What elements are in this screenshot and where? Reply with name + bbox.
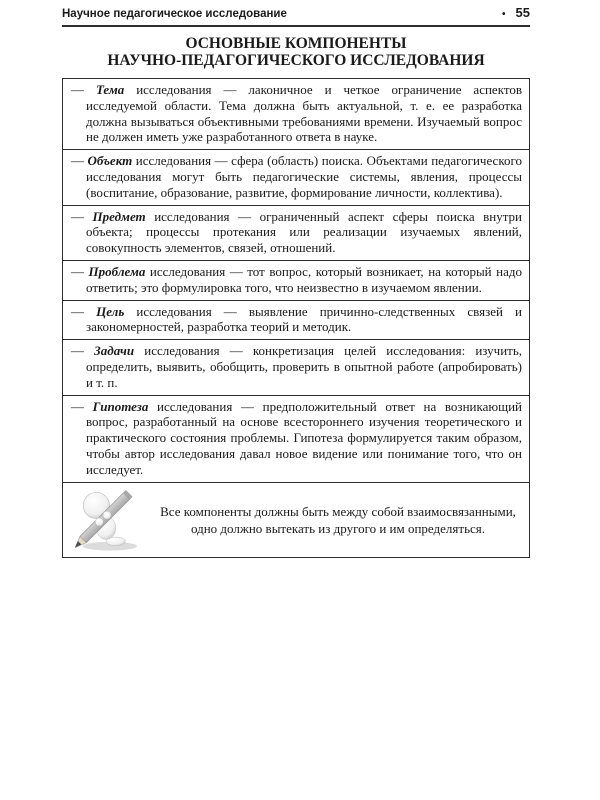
row-term: Проблема [88, 263, 146, 279]
row-text [63, 301, 529, 340]
dash: — [71, 153, 84, 169]
table-row-tema [63, 79, 529, 149]
table-row-predmet [63, 205, 529, 260]
row-text [63, 340, 529, 394]
table-row-obekt [63, 149, 529, 204]
page-title-line1: ОСНОВНЫЕ КОМПОНЕНТЫ [185, 35, 407, 52]
row-term: Объект [87, 153, 133, 169]
row-body: исследования — предположительный ответ на возникающий вопрос, разработанный на основе всестороннего изучения теоретического и практического состояния проблемы. Гипотеза формулируется таким образом, чтобы автор исследования давал новое видение или понимание того, что он исследует. [86, 398, 523, 477]
table-row-gipoteza [63, 395, 529, 482]
table-row-tsel [63, 300, 529, 340]
dash: — [71, 263, 84, 279]
page-number-group [502, 5, 530, 20]
running-header [62, 5, 530, 27]
row-term: Тема [95, 82, 125, 97]
running-header-title: Научное педагогическое исследование [62, 8, 287, 20]
note-box [63, 482, 529, 557]
dash: — [71, 82, 84, 97]
note-text: Все компоненты должны быть между собой взаимосвязанными, одно должно вытекать из другого и им определяться. [160, 503, 516, 536]
dash: — [71, 343, 84, 359]
row-body: исследования — выявление причинно-следственных связей и закономерностей, разработка теорий и методик. [86, 303, 522, 335]
row-body: исследования — сфера (область) поиска. Объектами педагогического исследования могут быть педагогические системы, явления, процессы (воспитание, образование, развитие, формирование личности, коллектива). [86, 153, 522, 200]
figure-with-pencil-icon [71, 488, 145, 552]
row-body: исследования — ограниченный аспект сферы поиска внутри объекта; процессы протекания или реализации изучаемых явлений, совокупность элементов, связей, отношений. [86, 208, 523, 256]
table-row-zadachi [63, 339, 529, 394]
row-text [63, 150, 529, 204]
dash: — [71, 303, 84, 319]
row-term: Задачи [94, 343, 135, 359]
row-term: Цель [96, 303, 125, 319]
table-row-problema [63, 260, 529, 300]
row-text [63, 206, 529, 260]
row-body: исследования — тот вопрос, который возникает, на который надо ответить; это формулировка того, что неизвестно в изучаемом явлении. [86, 263, 523, 295]
page-title-line2: НАУЧНО-ПЕДАГОГИЧЕСКОГО ИССЛЕДОВАНИЯ [107, 52, 485, 69]
page-number: 55 [515, 5, 530, 20]
bullet-separator: • [502, 9, 506, 20]
dash: — [71, 208, 84, 224]
row-body: исследования — конкретизация целей исследования: изучить, определить, выявить, обобщить, проверить в опытной работе (апробировать) и т. п. [86, 343, 523, 390]
row-body: исследования — лаконичное и четкое ограничение аспектов исследуемой области. Тема должна быть актуальной, т. е. ее разработка должна вызываться объективными требованиями времени. Изучаемый вопрос не должен иметь уже разработанного ответа в науке. [86, 82, 522, 145]
dash: — [71, 398, 84, 414]
row-text [63, 396, 529, 482]
row-text [63, 261, 529, 300]
row-term: Гипотеза [92, 398, 149, 414]
components-table [62, 78, 530, 558]
row-term: Предмет [92, 208, 146, 224]
page-title [62, 35, 530, 69]
row-text [63, 79, 529, 149]
